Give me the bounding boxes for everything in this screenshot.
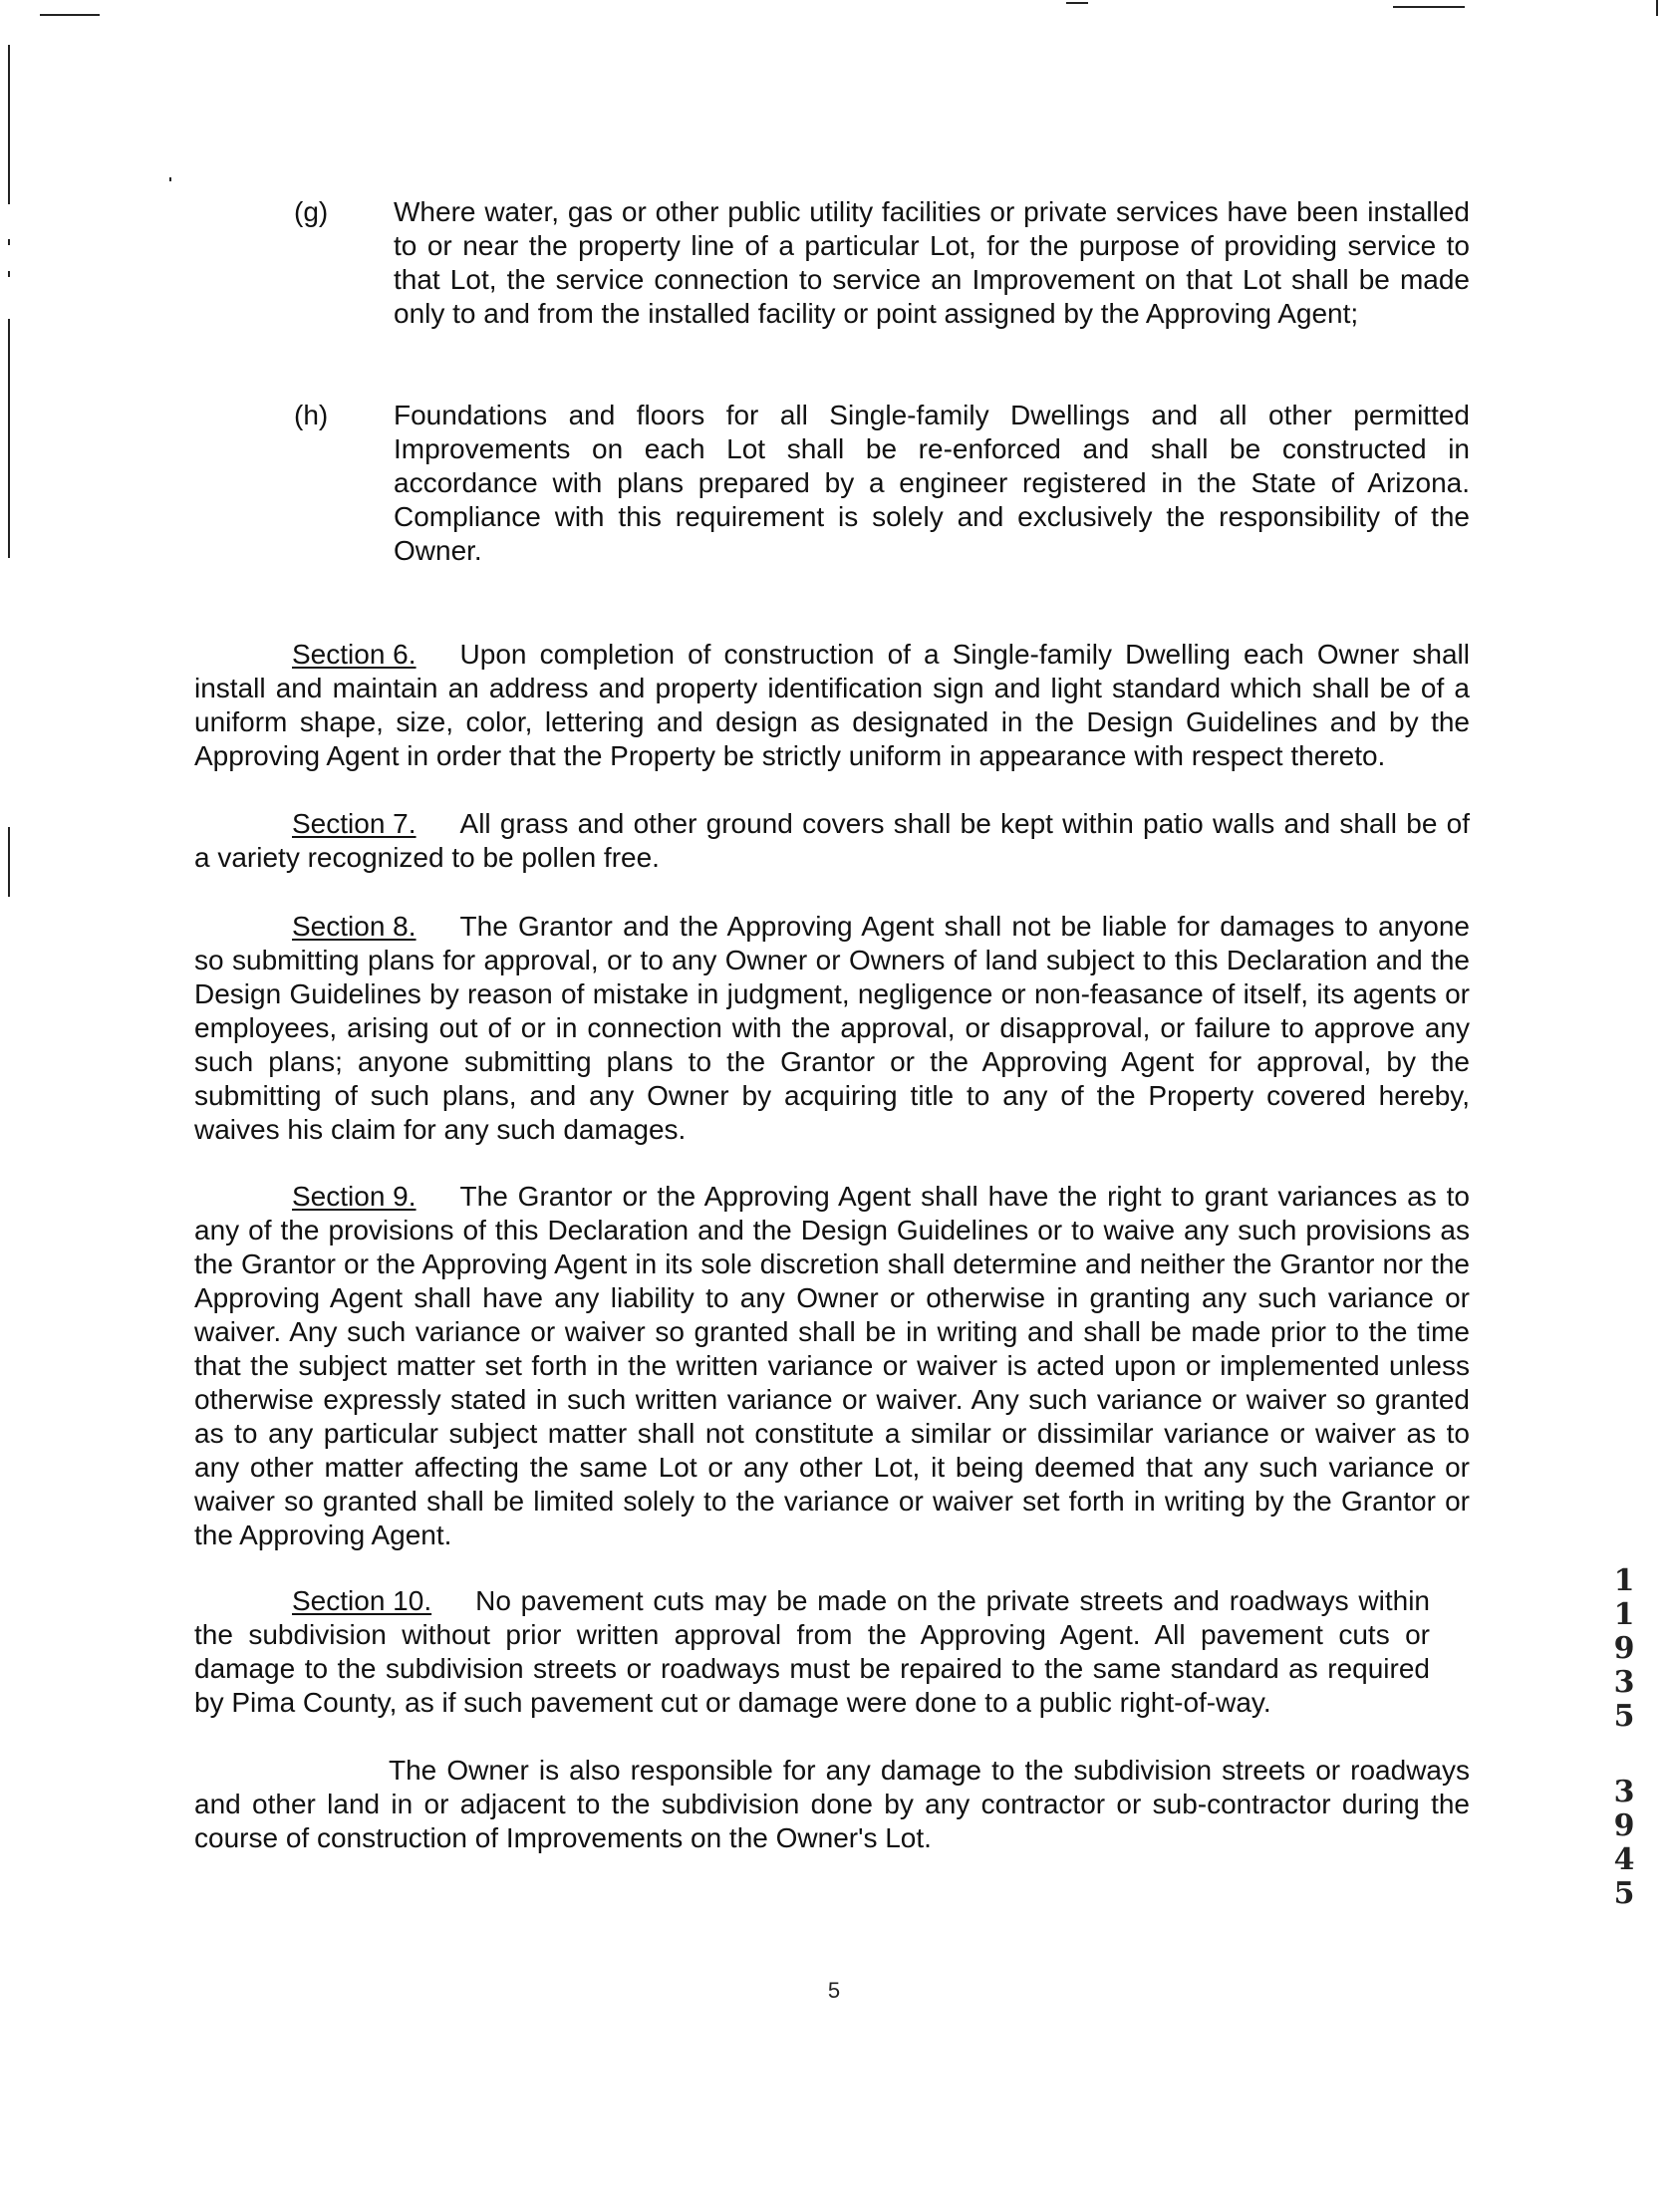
section-8-text: The Grantor and the Approving Agent shall not be liable for damages to anyone so submitting plans for approval, or to any Owner or Owners of land subject to this Declaration and the Design Guidelines by reason of mistake in judgment, negligence or non-feasance of itself, its agents or employees, arising out of or in connection with the approval, or disapproval, or failure to approve any such plans; anyone submitting plans to the Grantor or the Approving Agent for approval, by the submitting of such plans, and any Owner by acquiring title to any of the Property covered hereby, waives his claim for any such damages. — [194, 911, 1470, 1145]
section-10 — [194, 1584, 1430, 1720]
clause-h-label: (h) — [294, 400, 329, 430]
scan-line-top-mid — [1066, 2, 1088, 4]
scan-line-top-right — [1393, 6, 1465, 8]
scan-dot-3 — [8, 271, 10, 277]
scan-line-left-1 — [8, 45, 10, 204]
scan-dot-2 — [8, 239, 10, 245]
section-10-label: Section 10. — [292, 1585, 432, 1616]
stamp-digit: 4 — [1613, 1842, 1635, 1877]
section-8-label: Section 8. — [292, 911, 417, 942]
scan-line-top-left — [40, 14, 100, 16]
clause-h — [294, 399, 1470, 568]
stamp-digit: 5 — [1613, 1876, 1635, 1911]
section-7-text: All grass and other ground covers shall be kept within patio walls and shall be of a variety recognized to be pollen free. — [194, 808, 1470, 873]
owner-responsibility-paragraph: The Owner is also responsible for any damage to the subdivision streets or roadways and other land in or adjacent to the subdivision done by any contractor or sub-contractor during the course of construction of Improvements on the Owner's Lot. — [194, 1755, 1470, 1853]
section-9-text: The Grantor or the Approving Agent shall have the right to grant variances as to any of the provisions of this Declaration and the Design Guidelines or to waive any such provisions as the Grantor or the Approving Agent in its sole discretion shall determine and neither the Grantor nor the Approving Agent shall have any liability to any Owner or otherwise in granting any such variance or waiver. Any such variance or waiver so granted shall be in writing and shall be made prior to the time that the subject matter set forth in the written variance or waiver is acted upon or implemented unless otherwise expressly stated in such written variance or waiver. Any such variance or waiver so granted as to any particular subject matter shall not constitute a similar or dissimilar variance or waiver as to any other matter affecting the same Lot or any other Lot, it being deemed that any such variance or waiver so granted shall be limited solely to the variance or waiver set forth in writing by the Grantor or the Approving Agent. — [194, 1181, 1470, 1550]
stamp-digit: 1 — [1613, 1563, 1635, 1598]
clause-g-text: Where water, gas or other public utility facilities or private services have been installed to or near the property line of a particular Lot, for the purpose of providing service to that Lot, the service connection to service an Improvement on that Lot shall be made only to and from the installed facility or point assigned by the Approving Agent; — [394, 196, 1470, 329]
page-number: 5 — [827, 1978, 841, 2003]
section-8 — [194, 910, 1470, 1147]
section-9-label: Section 9. — [292, 1181, 417, 1212]
section-6-text: Upon completion of construction of a Single-family Dwelling each Owner shall install and maintain an address and property identification sign and light standard which shall be of a uniform shape, size, color, lettering and design as designated in the Design Guidelines and by the Approving Agent in order that the Property be strictly uniform in appearance with respect thereto. — [194, 639, 1470, 771]
section-10-text: No pavement cuts may be made on the private streets and roadways within the subdivision without prior written approval from the Approving Agent. All pavement cuts or damage to the subdivision streets or roadways must be repaired to the same standard as required by Pima County, as if such pavement cut or damage were done to a public right-of-way. — [194, 1585, 1430, 1718]
clause-h-text: Foundations and floors for all Single-family Dwellings and all other permitted Improvements on each Lot shall be re-enforced and shall be constructed in accordance with plans prepared by a engineer registered in the State of Arizona. Compliance with this requirement is solely and exclusively the responsibility of the Owner. — [394, 400, 1470, 566]
scan-line-left-2 — [8, 319, 10, 558]
stamp-digit: 1 — [1613, 1597, 1635, 1632]
stamp-digit: 3 — [1613, 1665, 1635, 1700]
scan-mark-top-right — [1656, 0, 1658, 16]
scan-dot-1 — [169, 177, 171, 181]
section-7-label: Section 7. — [292, 808, 417, 839]
section-6-label: Section 6. — [292, 639, 417, 670]
stamp-digit: 9 — [1613, 1808, 1635, 1843]
scan-line-left-3 — [8, 827, 10, 897]
section-7 — [194, 807, 1470, 875]
stamp-digit: 9 — [1613, 1631, 1635, 1666]
stamp-digit: 5 — [1613, 1699, 1635, 1734]
clause-g — [294, 195, 1470, 365]
section-9 — [194, 1180, 1470, 1552]
recording-number-stamp-top — [1604, 1564, 1644, 1734]
clause-g-label: (g) — [294, 196, 329, 227]
recording-number-stamp-bottom — [1604, 1776, 1644, 1911]
stamp-digit: 3 — [1613, 1775, 1635, 1809]
section-6 — [194, 638, 1470, 773]
